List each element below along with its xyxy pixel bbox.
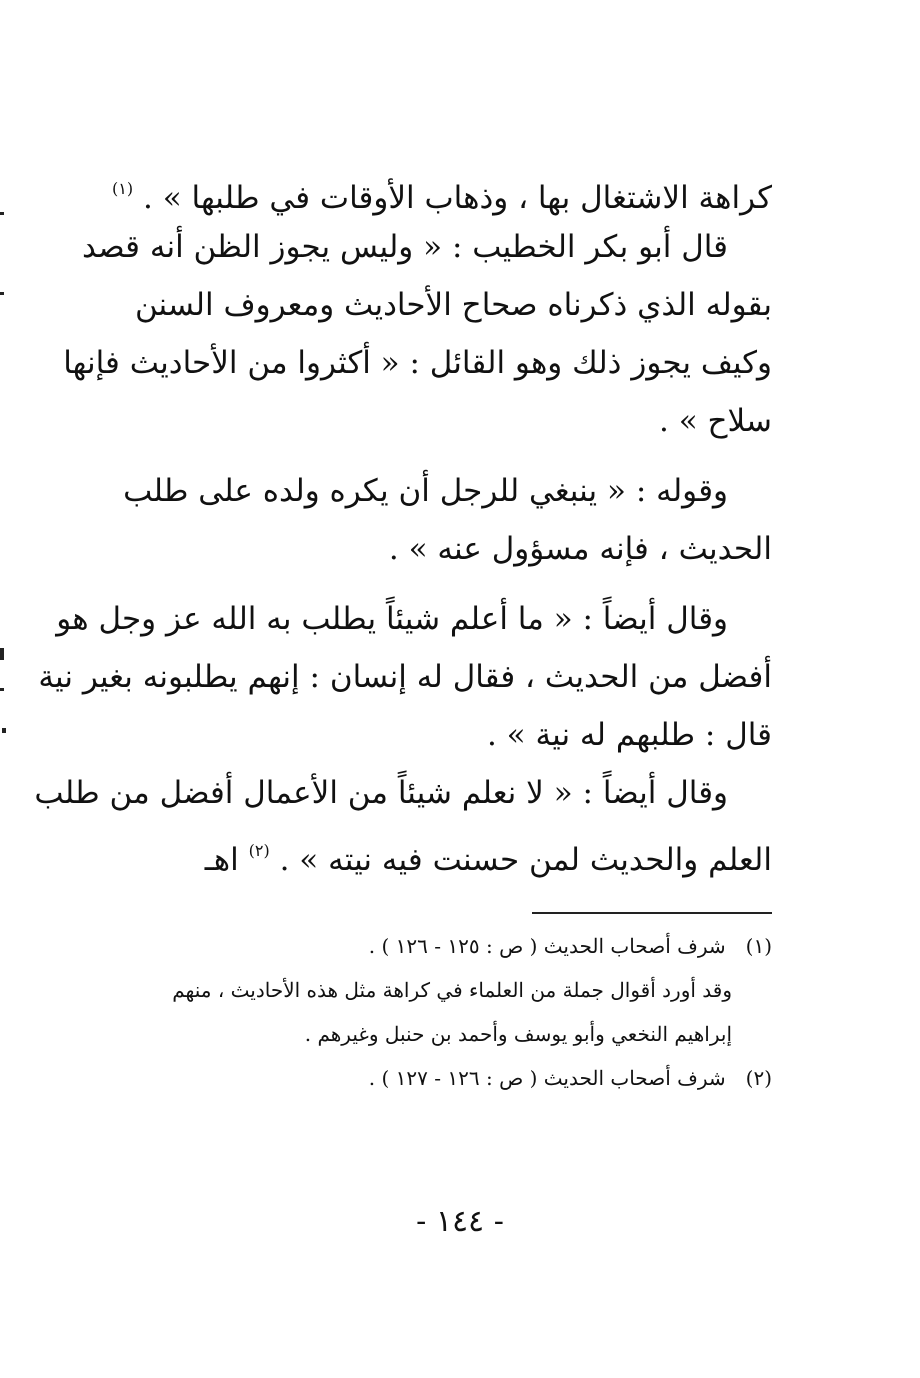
footnote-number: (٢) [745, 1066, 772, 1090]
footnote-number: (١) [745, 934, 772, 958]
text-line: قال : طلبهم له نية » . [486, 717, 772, 753]
footnote-ref: (١) [112, 179, 134, 198]
scan-edge-mark [2, 728, 6, 733]
text-line: قال أبو بكر الخطيب : « وليس يجوز الظن أنه قصد [82, 229, 728, 265]
line-text: كراهة الاشتغال بها ، وذهاب الأوقات في طلبها » . [142, 180, 772, 216]
footnote-text: شرف أصحاب الحديث ( ص : ١٢٥ - ١٢٦ ) . [368, 934, 726, 958]
text-line [112, 160, 772, 218]
footnote-text: شرف أصحاب الحديث ( ص : ١٢٦ - ١٢٧ ) . [368, 1066, 726, 1090]
text-line: أفضل من الحديث ، فقال له إنسان : إنهم يطلبونه بغير نية [38, 659, 772, 695]
text-line: سلاح » . [658, 403, 772, 439]
text-line: وكيف يجوز ذلك وهو القائل : « أكثروا من الأحاديث فإنها [63, 345, 772, 381]
footnote-ref: (٢) [248, 841, 270, 860]
line-text: العلم والحديث لمن حسنت فيه نيته » . [279, 842, 772, 878]
scan-edge-mark [0, 292, 4, 295]
scan-edge-mark [0, 648, 4, 660]
text-line [180, 822, 772, 880]
footnote-separator [532, 912, 772, 914]
scan-edge-mark [0, 212, 4, 215]
main-text [34, 160, 772, 880]
text-line: وقال أيضاً : « ما أعلم شيئاً يطلب به الله عز وجل هو [56, 601, 728, 637]
footnote-line: وقد أورد أقوال جملة من العلماء في كراهة مثل هذه الأحاديث ، منهم [172, 978, 732, 1002]
page-number: - ١٤٤ - [416, 1204, 504, 1239]
text-line: وقال أيضاً : « لا نعلم شيئاً من الأعمال أفضل من طلب [34, 775, 728, 811]
footnote-line [180, 924, 772, 968]
footnotes [172, 924, 772, 1100]
scan-edge-mark [0, 688, 4, 691]
text-line: بقوله الذي ذكرناه صحاح الأحاديث ومعروف السنن [134, 287, 772, 323]
line-tail: اهـ [204, 842, 239, 878]
text-line: وقوله : « ينبغي للرجل أن يكره ولده على طلب [123, 473, 728, 509]
footnote-line: إبراهيم النخعي وأبو يوسف وأحمد بن حنبل وغيرهم . [304, 1022, 732, 1046]
text-line: الحديث ، فإنه مسؤول عنه » . [388, 531, 772, 567]
footnote-line [180, 1056, 772, 1100]
